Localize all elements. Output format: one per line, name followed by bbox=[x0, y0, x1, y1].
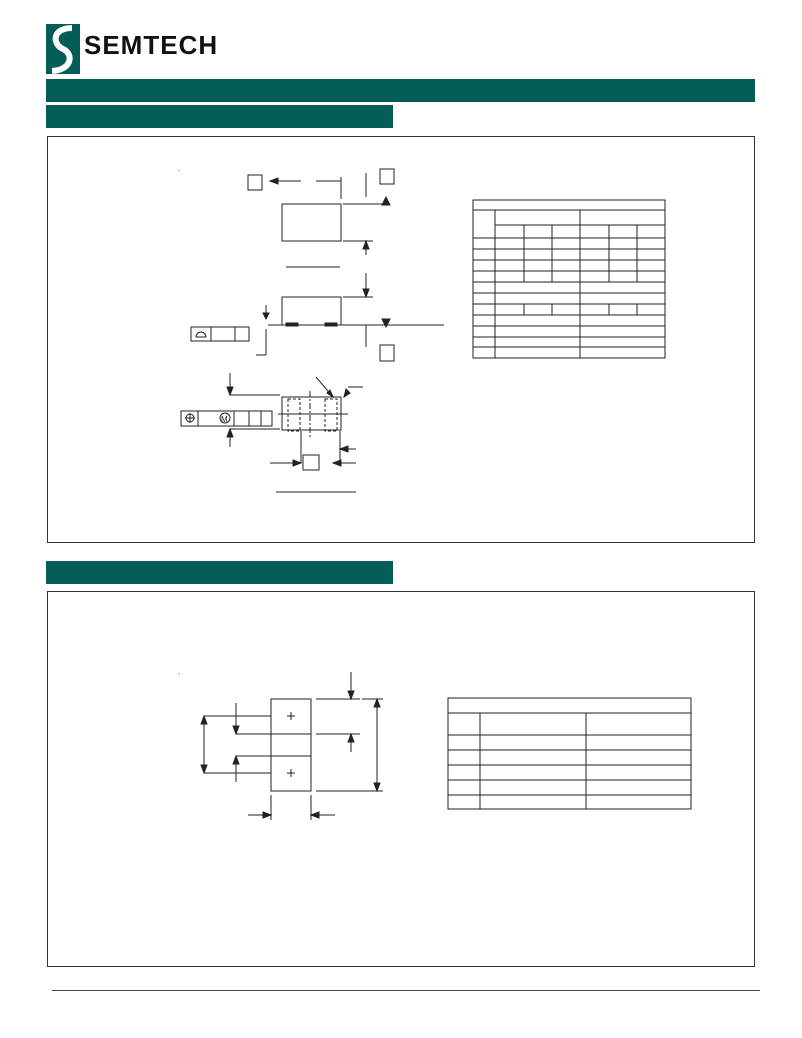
feature-control-frame-flatness bbox=[191, 327, 249, 341]
datum-box-b bbox=[380, 169, 394, 184]
package-body-side bbox=[282, 297, 341, 325]
svg-text:M: M bbox=[221, 415, 228, 424]
land-pattern-view bbox=[201, 672, 383, 820]
side-view bbox=[191, 273, 444, 361]
outline-drawing-panel bbox=[47, 136, 755, 543]
pad-right bbox=[325, 399, 337, 431]
outline-dimension-table bbox=[473, 200, 665, 358]
datum-box-a bbox=[248, 175, 262, 190]
datum-marker: . bbox=[178, 667, 181, 676]
datum-box-d bbox=[303, 455, 319, 470]
datum-box-c bbox=[380, 345, 394, 361]
bottom-view bbox=[181, 373, 363, 492]
profile-icon bbox=[196, 332, 206, 337]
outline-drawing bbox=[48, 137, 756, 544]
section-title-bar-outline bbox=[46, 105, 393, 128]
pad-left bbox=[288, 399, 300, 431]
package-body-top bbox=[282, 204, 341, 241]
land-dimension-table bbox=[448, 698, 691, 809]
top-view bbox=[248, 169, 394, 267]
feature-control-frame-position bbox=[181, 411, 272, 426]
brand-name: SEMTECH bbox=[84, 30, 219, 60]
header-bar bbox=[46, 79, 755, 102]
footer-divider bbox=[52, 990, 760, 991]
land-pattern-drawing bbox=[48, 592, 756, 968]
land-pattern-panel bbox=[47, 591, 755, 967]
section-title-bar-land-pattern bbox=[46, 561, 393, 584]
datum-marker: . bbox=[178, 164, 181, 173]
